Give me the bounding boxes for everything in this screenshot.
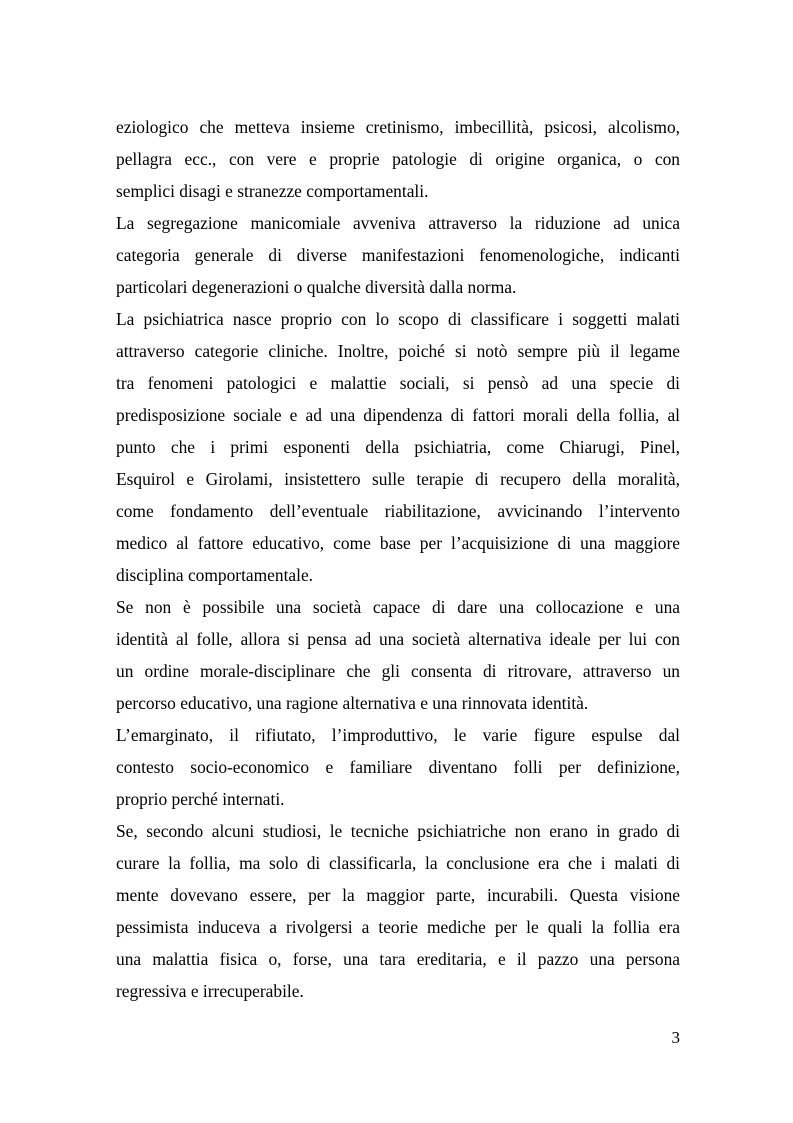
paragraph-2 [116,207,680,303]
paragraph-6 [116,815,680,1007]
text-line: regressiva e irrecuperabile. [116,981,304,1001]
text-line: La segregazione manicomiale avveniva attraverso la riduzione ad unica [116,213,680,233]
text-line: mente dovevano essere, per la maggior parte, incurabili. Questa visione [116,885,680,905]
text-line: punto che i primi esponenti della psichiatria, come Chiarugi, Pinel, [116,437,680,457]
page-body [116,111,680,1007]
page-number: 3 [671,1028,680,1047]
text-line: La psichiatrica nasce proprio con lo scopo di classificare i soggetti malati [116,309,680,329]
text-line: pellagra ecc., con vere e proprie patologie di origine organica, o con [116,149,680,169]
paragraph-3 [116,303,680,591]
text-line: eziologico che metteva insieme cretinismo, imbecillità, psicosi, alcolismo, [116,117,680,137]
text-line: identità al folle, allora si pensa ad una società alternativa ideale per lui con [116,629,680,649]
text-line: Se, secondo alcuni studiosi, le tecniche psichiatriche non erano in grado di [116,821,680,841]
text-line: pessimista induceva a rivolgersi a teorie mediche per le quali la follia era [116,917,680,937]
text-line: tra fenomeni patologici e malattie sociali, si pensò ad una specie di [116,373,680,393]
paragraph-5 [116,719,680,815]
text-line: attraverso categorie cliniche. Inoltre, poiché si notò sempre più il legame [116,341,680,361]
text-line: categoria generale di diverse manifestazioni fenomenologiche, indicanti [116,245,680,265]
text-line: proprio perché internati. [116,789,285,809]
text-line: predisposizione sociale e ad una dipendenza di fattori morali della follia, al [116,405,680,425]
text-line: un ordine morale-disciplinare che gli consenta di ritrovare, attraverso un [116,661,680,681]
paragraph-1 [116,111,680,207]
text-line: una malattia fisica o, forse, una tara ereditaria, e il pazzo una persona [116,949,680,969]
text-line: contesto socio-economico e familiare diventano folli per definizione, [116,757,680,777]
text-line: medico al fattore educativo, come base per l’acquisizione di una maggiore [116,533,680,553]
text-line: percorso educativo, una ragione alternativa e una rinnovata identità. [116,693,589,713]
text-line: come fondamento dell’eventuale riabilitazione, avvicinando l’intervento [116,501,680,521]
text-line: L’emarginato, il rifiutato, l’improduttivo, le varie figure espulse dal [116,725,680,745]
text-line: Esquirol e Girolami, insistettero sulle terapie di recupero della moralità, [116,469,680,489]
text-line: curare la follia, ma solo di classificarla, la conclusione era che i malati di [116,853,680,873]
text-line: Se non è possibile una società capace di dare una collocazione e una [116,597,680,617]
text-line: particolari degenerazioni o qualche diversità dalla norma. [116,277,517,297]
paragraph-4 [116,591,680,719]
text-line: semplici disagi e stranezze comportamentali. [116,181,429,201]
text-line: disciplina comportamentale. [116,565,314,585]
